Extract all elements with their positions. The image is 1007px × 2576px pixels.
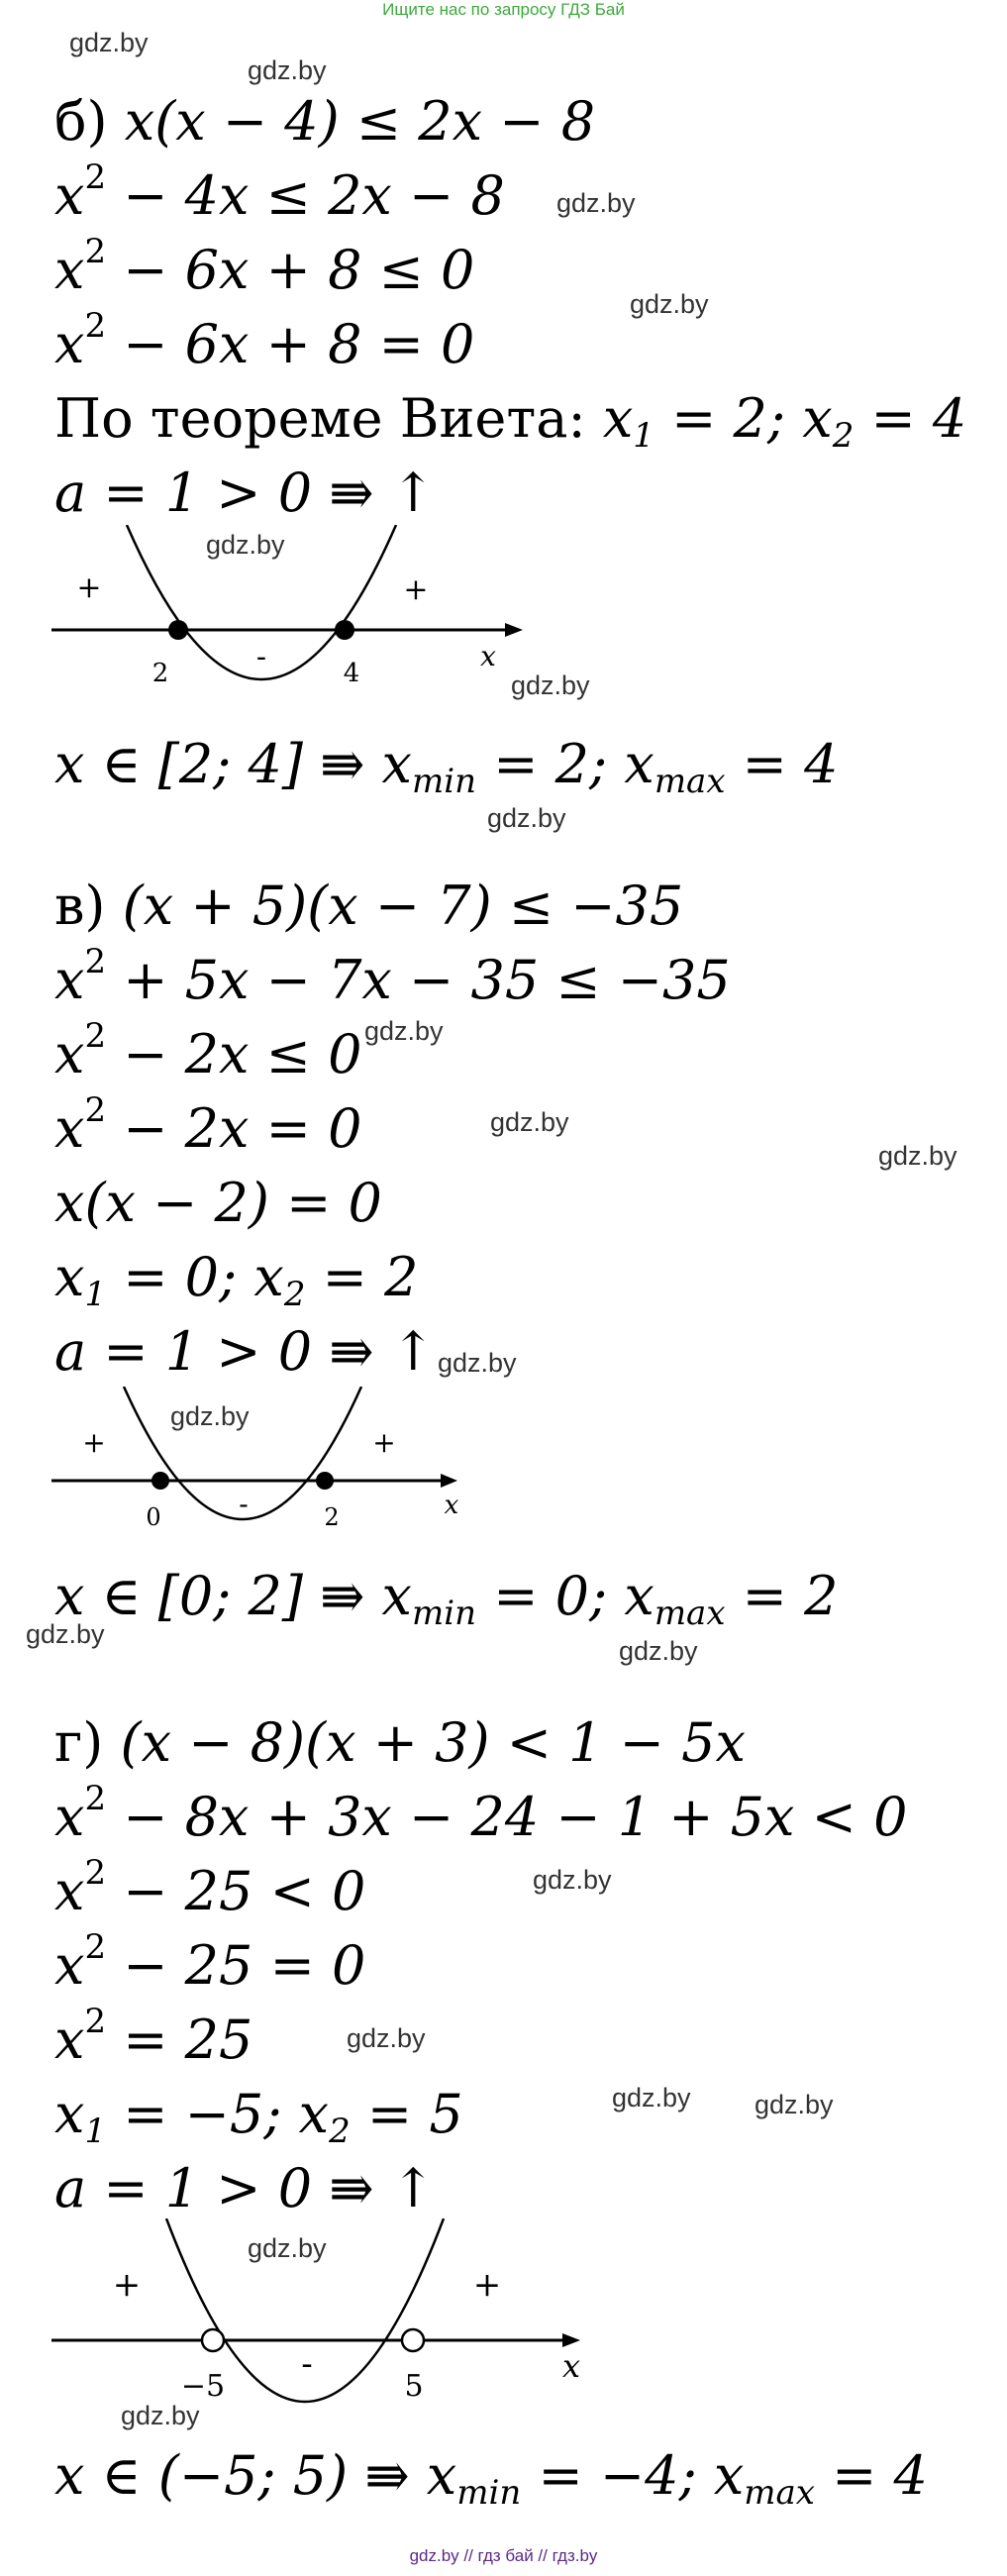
b-line-1 [54, 90, 595, 154]
b-answer-set: x ∈ [2; 4] ⇛ [54, 733, 382, 795]
b-line-a [54, 462, 436, 525]
axis-label: x [561, 2347, 581, 2385]
watermark: gdz.by [487, 803, 566, 833]
v-l4-var: x [54, 1097, 85, 1160]
watermark: gdz.by [69, 28, 149, 57]
v-equation: (x + 5)(x − 7) ≤ −35 [122, 875, 684, 937]
v-root2-var: x [253, 1246, 284, 1308]
v-root2-val: = 2 [305, 1246, 419, 1308]
g-sign-diagram [0, 2218, 614, 2417]
sign-minus: - [255, 640, 267, 674]
g-min-val: = −4; [521, 2444, 697, 2507]
sign-plus-right: + [472, 2265, 502, 2305]
root-label-2: 2 [324, 1503, 340, 1531]
b-answer [54, 733, 838, 813]
g-l2-exp: 2 [84, 1779, 107, 1818]
page-footer: gdz.by // гдз бай // гдз.by [409, 2546, 598, 2565]
v-line-3 [54, 1016, 362, 1086]
g-line-a [54, 2157, 436, 2220]
watermark: gdz.by [170, 1401, 250, 1431]
v-label: в) [54, 875, 106, 937]
sign-plus-left: + [76, 570, 102, 605]
b-max-var: x [624, 733, 655, 795]
axis-label: x [444, 1491, 459, 1520]
v-l3-rest: − 2x ≤ 0 [106, 1023, 362, 1085]
b-l4-rest: − 6x + 8 = 0 [106, 313, 475, 375]
g-max-var: x [713, 2444, 745, 2507]
g-answer [54, 2444, 928, 2524]
v-root2-sub: 2 [283, 1275, 306, 1314]
sign-plus-right: + [372, 1426, 396, 1459]
v-min-sub: min [412, 1594, 477, 1633]
g-line-3 [54, 1853, 366, 1923]
root-label-2: 4 [343, 659, 360, 688]
b-max-val: = 4 [725, 733, 839, 795]
v-max-sub: max [654, 1594, 726, 1633]
b-root2-val: = 4 [854, 387, 967, 450]
root-point-filled [316, 1472, 334, 1490]
sign-minus: - [239, 1488, 249, 1520]
root-point-filled [168, 620, 188, 640]
watermark: gdz.by [556, 188, 636, 218]
g-root2-var: x [298, 2083, 330, 2145]
v-factored: x(x − 2) = 0 [54, 1172, 382, 1234]
g-root1-var: x [54, 2083, 85, 2145]
b-l2-exp: 2 [84, 157, 107, 197]
watermark: gdz.by [511, 670, 590, 700]
watermark: gdz.by [121, 2401, 200, 2430]
b-root2-var: x [802, 387, 833, 450]
g-l5-var: x [54, 2009, 85, 2071]
sign-plus-left: + [112, 2265, 142, 2305]
b-a-condition: a = 1 > 0 ⇛ ↑ [54, 462, 436, 524]
b-line-4 [54, 306, 475, 376]
v-line-1 [54, 875, 683, 938]
g-max-sub: max [744, 2473, 815, 2513]
root-point-open [202, 2329, 224, 2351]
g-l4-var: x [54, 1934, 85, 1997]
g-l3-var: x [54, 1860, 85, 1922]
b-l4-exp: 2 [84, 306, 107, 346]
b-equation: x(x − 4) ≤ 2x − 8 [124, 90, 596, 153]
g-l2-var: x [54, 1786, 85, 1848]
watermark: gdz.by [612, 2083, 691, 2112]
v-line-roots [54, 1246, 418, 1326]
g-root1-sub: 1 [84, 2112, 107, 2151]
root-point-filled [151, 1472, 169, 1490]
watermark: gdz.by [26, 1619, 105, 1649]
v-l3-var: x [54, 1023, 85, 1085]
v-max-var: x [624, 1565, 655, 1627]
v-line-4 [54, 1090, 362, 1161]
v-l4-exp: 2 [84, 1090, 107, 1130]
axis-arrow [441, 1474, 457, 1488]
b-root1-val: = 2; [654, 387, 803, 450]
b-root1-sub: 1 [633, 416, 655, 456]
v-l2-rest: + 5x − 7x − 35 ≤ −35 [106, 949, 731, 1011]
page-header: Ищите нас по запросу ГДЗ Бай [382, 0, 625, 19]
b-line-vieta [54, 387, 966, 467]
v-a-condition: a = 1 > 0 ⇛ ↑ [54, 1320, 436, 1383]
root-label-1: −5 [180, 2369, 226, 2404]
watermark: gdz.by [630, 289, 709, 319]
b-min-sub: min [412, 762, 477, 801]
v-l4-rest: − 2x = 0 [106, 1097, 362, 1160]
axis-arrow [562, 2333, 580, 2347]
g-line-4 [54, 1927, 366, 1998]
sign-plus-right: + [403, 572, 429, 607]
watermark: gdz.by [878, 1141, 957, 1171]
v-line-a [54, 1320, 436, 1384]
root-label-2: 5 [404, 2369, 424, 2404]
b-line-2 [54, 157, 505, 228]
g-a-condition: a = 1 > 0 ⇛ ↑ [54, 2157, 436, 2219]
g-l3-exp: 2 [84, 1853, 107, 1893]
root-point-open [402, 2329, 424, 2351]
g-line-2 [54, 1779, 908, 1849]
watermark: gdz.by [248, 55, 327, 85]
g-root2-sub: 2 [329, 2112, 351, 2151]
g-line-5 [54, 2002, 253, 2072]
v-answer [54, 1565, 838, 1645]
v-root1-sub: 1 [84, 1275, 107, 1314]
watermark: gdz.by [533, 1865, 612, 1895]
g-root2-val: = 5 [350, 2083, 463, 2145]
g-line-roots [54, 2083, 463, 2163]
b-min-val: = 2; [476, 733, 608, 795]
v-min-var: x [381, 1565, 413, 1627]
v-line-2 [54, 942, 731, 1012]
v-l2-exp: 2 [84, 942, 107, 981]
b-l3-var: x [54, 239, 85, 301]
g-label: г) [54, 1711, 104, 1774]
g-l4-exp: 2 [84, 1927, 107, 1967]
sign-plus-left: + [82, 1426, 106, 1459]
b-l3-exp: 2 [84, 232, 107, 271]
watermark: gdz.by [438, 1348, 517, 1378]
root-label-1: 0 [146, 1503, 161, 1531]
v-min-val: = 0; [476, 1565, 608, 1627]
b-l3-rest: − 6x + 8 ≤ 0 [106, 239, 475, 301]
b-line-3 [54, 232, 475, 302]
watermark: gdz.by [248, 2233, 327, 2263]
watermark: gdz.by [490, 1107, 569, 1137]
root-label-1: 2 [151, 659, 169, 688]
v-max-val: = 2 [725, 1565, 839, 1627]
watermark: gdz.by [347, 2023, 426, 2053]
g-answer-set: x ∈ (−5; 5) ⇛ [54, 2444, 427, 2507]
axis-label: x [480, 640, 496, 672]
g-max-val: = 4 [814, 2444, 928, 2507]
root-point-filled [335, 620, 354, 640]
g-l5-exp: 2 [84, 2002, 107, 2041]
g-l2-rest: − 8x + 3x − 24 − 1 + 5x < 0 [106, 1786, 908, 1848]
b-root2-sub: 2 [832, 416, 855, 456]
g-root1-val: = −5; [106, 2083, 299, 2145]
b-l2-rest: − 4x ≤ 2x − 8 [106, 164, 505, 227]
v-l2-var: x [54, 949, 85, 1011]
b-sign-diagram [0, 525, 554, 698]
axis-arrow [505, 623, 523, 637]
b-label: б) [54, 90, 108, 153]
g-line-1 [54, 1711, 746, 1775]
b-root1-var: x [602, 387, 634, 450]
g-min-var: x [426, 2444, 457, 2507]
b-max-sub: max [654, 762, 726, 801]
watermark: gdz.by [364, 1016, 444, 1046]
v-root1-var: x [54, 1246, 85, 1308]
g-l5-rest: = 25 [106, 2009, 253, 2071]
sign-minus: - [301, 2344, 313, 2384]
watermark: gdz.by [619, 1636, 698, 1666]
b-min-var: x [381, 733, 413, 795]
v-l3-exp: 2 [84, 1016, 107, 1056]
b-l4-var: x [54, 313, 85, 375]
b-vieta-label: По теореме Виета: [54, 387, 586, 450]
g-l4-rest: − 25 = 0 [106, 1934, 366, 1997]
g-min-sub: min [456, 2473, 522, 2513]
v-answer-set: x ∈ [0; 2] ⇛ [54, 1565, 382, 1627]
b-l2-var: x [54, 164, 85, 227]
watermark: gdz.by [755, 2090, 834, 2119]
g-equation: (x − 8)(x + 3) < 1 − 5x [120, 1711, 746, 1774]
v-line-5 [54, 1172, 382, 1235]
v-sign-diagram [0, 1387, 495, 1540]
v-root1-val: = 0; [106, 1246, 254, 1308]
g-l3-rest: − 25 < 0 [106, 1860, 366, 1922]
watermark: gdz.by [206, 530, 285, 560]
